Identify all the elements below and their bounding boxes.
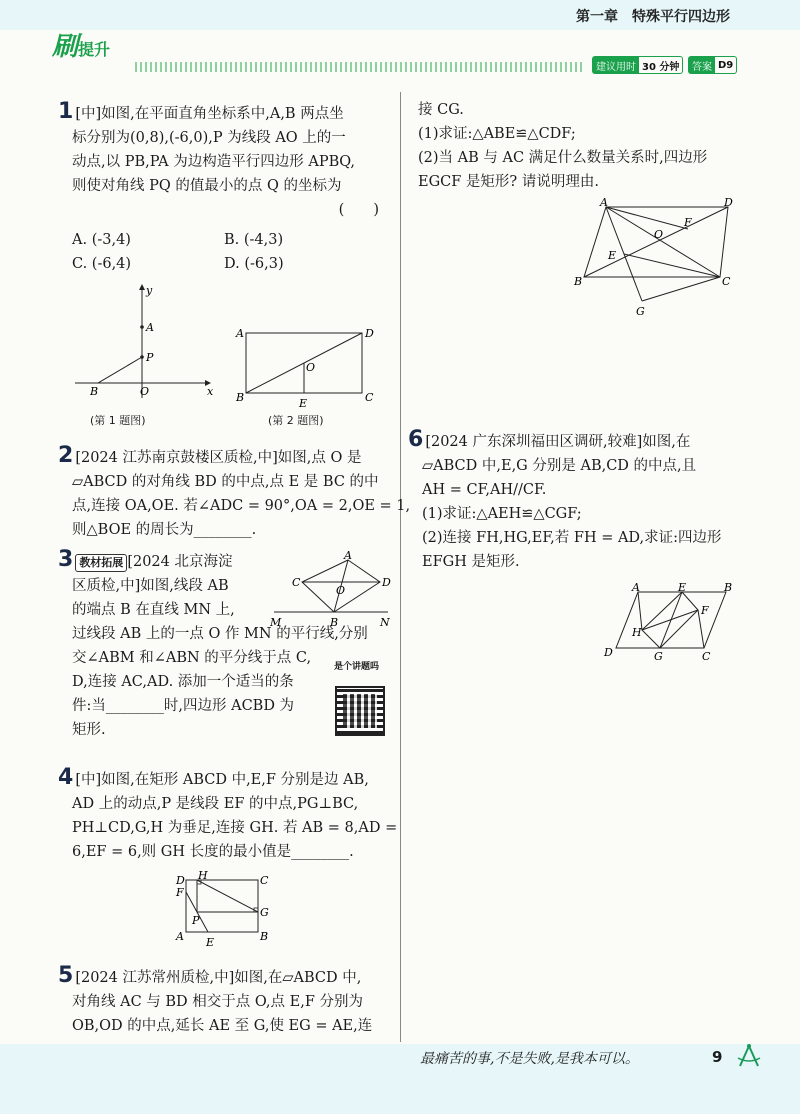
q1-option-d: D. (-6,3) (224, 256, 284, 272)
q5-number: 5 (58, 963, 74, 988)
q2-line-2: ▱ABCD 的对角线 BD 的中点,点 E 是 BC 的中 (72, 474, 379, 490)
brand-logo (52, 26, 110, 63)
svg-text:G: G (636, 305, 645, 318)
fig2-caption: (第 2 题图) (268, 414, 324, 427)
question-6 (408, 428, 788, 574)
compass-icon (734, 1042, 764, 1070)
footer-motto: 最痛苦的事,不是失败,是我本可以。 (420, 1051, 639, 1067)
fig3-diagram (270, 550, 392, 632)
q6-line-6: EFGH 是矩形. (422, 554, 520, 570)
svg-text:D: D (604, 646, 613, 659)
svg-text:B: B (236, 391, 245, 404)
svg-text:E: E (206, 936, 215, 949)
time-label: 建议用时 (593, 57, 639, 73)
fig1-coordinate-diagram (70, 280, 220, 405)
q6-line-3: AH = CF,AH//CF. (422, 482, 547, 498)
chapter-title: 第一章 特殊平行四边形 (576, 9, 730, 25)
svg-text:O: O (654, 228, 664, 241)
question-2 (58, 443, 411, 542)
q4-line-3: PH⊥CD,G,H 为垂足,连接 GH. 若 AB = 8,AD = (72, 820, 398, 836)
q1-line-1: [中]如图,在平面直角坐标系中,A,B 两点坐 (75, 106, 344, 122)
question-1 (58, 100, 393, 276)
svg-text:H: H (198, 870, 208, 882)
q2-line-4: 则△BOE 的周长为________. (72, 522, 257, 538)
q3-line-2: 区质检,中]如图,线段 AB (72, 578, 229, 594)
question-5-continued (418, 98, 788, 194)
svg-text:M: M (270, 616, 282, 629)
svg-text:D: D (382, 576, 391, 589)
svg-text:D: D (176, 874, 185, 887)
svg-text:C: C (365, 391, 374, 404)
svg-text:G: G (260, 906, 269, 919)
svg-text:B: B (90, 385, 99, 398)
time-badge (592, 56, 683, 74)
q5-line-1: [2024 江苏常州质检,中]如图,在▱ABCD 中, (75, 970, 362, 986)
svg-text:E: E (678, 581, 687, 594)
q5-cont-4: EGCF 是矩形? 请说明理由. (418, 174, 599, 190)
answer-badge (688, 56, 737, 74)
svg-text:N: N (380, 616, 390, 629)
svg-text:G: G (654, 650, 663, 663)
q3-number: 3 (58, 547, 74, 572)
q6-line-1: [2024 广东深圳福田区调研,较难]如图,在 (425, 434, 691, 450)
svg-text:x: x (207, 385, 214, 398)
fig2-rectangle-diagram (232, 325, 380, 410)
footer-band (0, 1044, 800, 1114)
brand-main: 刷 (52, 32, 79, 62)
q6-line-5: (2)连接 FH,HG,EF,若 FH = AD,求证:四边形 (422, 530, 722, 546)
svg-text:C: C (702, 650, 711, 663)
answer-label: 答案 (689, 57, 715, 73)
fig1-caption: (第 1 题图) (90, 414, 146, 427)
q3-line-5: 交∠ABM 和∠ABN 的平分线于点 C, (72, 650, 312, 666)
time-value: 30 分钟 (642, 61, 680, 73)
q3-line-1: [2024 北京海淀 (127, 554, 233, 570)
svg-text:y: y (146, 284, 153, 297)
q2-line-1: [2024 江苏南京鼓楼区质检,中]如图,点 O 是 (75, 450, 362, 466)
q1-option-a: A. (-3,4) (72, 232, 131, 248)
q2-line-3: 点,连接 OA,OE. 若∠ADC = 90°,OA = 2,OE = 1, (72, 498, 411, 514)
svg-text:B: B (330, 616, 339, 629)
svg-text:A: A (632, 581, 640, 594)
svg-text:F: F (176, 886, 184, 899)
svg-text:A: A (146, 321, 154, 334)
svg-text:B: B (724, 581, 733, 594)
q3-line-6: D,连接 AC,AD. 添加一个适当的条 (72, 674, 294, 690)
page-number: 9 (712, 1048, 723, 1066)
q5-cont-1: 接 CG. (418, 102, 464, 118)
fig6-parallelogram-diagram (598, 580, 743, 665)
q1-answer-paren: ( ) (338, 202, 379, 218)
svg-text:D: D (724, 196, 733, 209)
question-4 (58, 765, 398, 864)
q3-line-4: 过线段 AB 上的一点 O 作 MN 的平行线,分别 (72, 626, 368, 642)
fig4-diagram (172, 870, 272, 950)
q3-line-3: 的端点 B 在直线 MN 上, (72, 602, 235, 618)
q6-number: 6 (408, 427, 424, 452)
q1-option-b: B. (-4,3) (224, 232, 284, 248)
q3-tag: 教材拓展 (75, 554, 127, 572)
q1-line-2: 标分别为(0,8),(-6,0),P 为线段 AO 上的一 (72, 130, 346, 146)
svg-text:E: E (299, 397, 308, 410)
fig5-parallelogram-diagram (570, 195, 745, 320)
svg-text:O: O (306, 361, 316, 374)
answer-value: D9 (718, 59, 734, 71)
question-5 (58, 964, 393, 1038)
svg-text:E: E (608, 249, 617, 262)
q5-line-3: OB,OD 的中点,延长 AE 至 G,使 EG = AE,连 (72, 1018, 373, 1034)
q1-number: 1 (58, 99, 74, 124)
svg-text:C: C (260, 874, 269, 887)
svg-text:P: P (192, 914, 200, 927)
svg-text:P: P (146, 351, 154, 364)
svg-text:C: C (292, 576, 301, 589)
svg-text:A: A (176, 930, 184, 943)
q1-line-3: 动点,以 PB,PA 为边构造平行四边形 APBQ, (72, 154, 356, 170)
svg-text:F: F (701, 604, 709, 617)
svg-text:F: F (684, 216, 692, 229)
svg-text:H: H (632, 626, 642, 639)
svg-text:D: D (365, 327, 374, 340)
svg-text:A: A (600, 196, 608, 209)
svg-text:A: A (236, 327, 244, 340)
svg-text:O: O (140, 385, 150, 398)
q1-option-c: C. (-6,4) (72, 256, 132, 272)
q6-line-2: ▱ABCD 中,E,G 分别是 AB,CD 的中点,且 (422, 458, 697, 474)
q2-number: 2 (58, 443, 74, 468)
header-stripe (135, 62, 585, 72)
q3-line-8: 矩形. (72, 722, 106, 738)
q1-line-4: 则使对角线 PQ 的值最小的点 Q 的坐标为 (72, 178, 342, 194)
q5-line-2: 对角线 AC 与 BD 相交于点 O,点 E,F 分别为 (72, 994, 364, 1010)
q3-line-7: 件:当________时,四边形 ACBD 为 (72, 698, 295, 714)
q4-line-1: [中]如图,在矩形 ABCD 中,E,F 分别是边 AB, (75, 772, 369, 788)
q5-cont-2: (1)求证:△ABE≌△CDF; (418, 126, 576, 142)
q4-line-4: 6,EF = 6,则 GH 长度的最小值是________. (72, 844, 354, 860)
svg-text:A: A (344, 550, 352, 562)
svg-text:B: B (574, 275, 583, 288)
brand-sub: 提升 (78, 40, 111, 59)
svg-text:C: C (722, 275, 731, 288)
column-divider (400, 92, 401, 1042)
svg-text:B: B (260, 930, 269, 943)
q6-line-4: (1)求证:△AEH≌△CGF; (422, 506, 582, 522)
qr-note: 是个讲题吗 (334, 662, 380, 672)
qr-code[interactable] (335, 686, 385, 736)
q4-line-2: AD 上的动点,P 是线段 EF 的中点,PG⊥BC, (72, 796, 359, 812)
q5-cont-3: (2)当 AB 与 AC 满足什么数量关系时,四边形 (418, 150, 708, 166)
svg-text:O: O (336, 584, 346, 597)
q4-number: 4 (58, 765, 74, 790)
